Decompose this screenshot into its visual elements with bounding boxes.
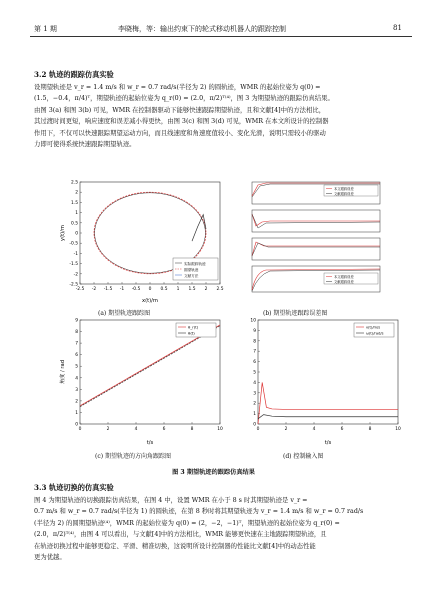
panel-c-ylabel: 角度 / rad bbox=[60, 359, 66, 385]
panel-d-caption: (d) 控制输入图 bbox=[283, 453, 324, 460]
panel-c-legend bbox=[176, 323, 216, 337]
y-tick-label: 1 bbox=[253, 412, 256, 418]
figure-3-caption: 图 3 期望轨迹的跟踪仿真结果 bbox=[172, 469, 255, 476]
y-tick-label: 5 bbox=[75, 364, 78, 370]
y-tick-label: -0.5 bbox=[69, 241, 78, 247]
panel-c-caption: (c) 期望轨迹的方向角跟踪图 bbox=[95, 453, 171, 460]
text-line: 在轨迹切换过程中能够更稳定、平滑、精准切换，这说明所设计控制器的性能比文献[4]中的动态性能 bbox=[34, 542, 316, 550]
page-number: 81 bbox=[393, 24, 402, 32]
panel-a-chart bbox=[58, 178, 228, 304]
y-tick-label: 2 bbox=[253, 401, 256, 407]
text-line: (1.5，−0.4，π/4)ᵀ，期望轨迹的起始位姿为 q_r(0) = (2.0，π/2)ᵀ⁽⁴⁾，图 3 为期望轨迹的跟踪仿真结果。 bbox=[34, 95, 334, 103]
y-tick-label: 2 bbox=[75, 190, 78, 196]
y-tick-label: 6 bbox=[253, 360, 256, 366]
y-tick-label: 0 bbox=[75, 422, 78, 428]
x-tick-label: -0.5 bbox=[131, 287, 141, 292]
legend-actual: 实际跟踪轨迹 bbox=[184, 262, 206, 266]
text-line: (半径为 2) 的圆期望轨迹⁽⁴⁾，WMR 的起始位姿为 q(0) = (2，−2，−1)ᵀ，期望轨迹的起始位姿为 q_r(0) = bbox=[34, 519, 340, 527]
panel-a-xticks bbox=[76, 282, 224, 292]
legend-b-top-2: 文献跟踪误差 bbox=[334, 192, 354, 196]
y-tick-label: 10 bbox=[250, 318, 256, 324]
legend-v: v(t)/m/s bbox=[366, 325, 381, 330]
legend-theta-r: θ_r(t) bbox=[188, 324, 199, 330]
panel-b-chart bbox=[236, 180, 386, 304]
series-actual-approach bbox=[192, 215, 206, 242]
panel-d-xticks bbox=[257, 422, 401, 432]
series-line-1 bbox=[258, 415, 398, 419]
panel-d-yticks bbox=[250, 318, 260, 428]
y-tick-label: 9 bbox=[253, 328, 256, 334]
panel-b-subplot-4 bbox=[252, 266, 380, 292]
y-tick-label: 0 bbox=[253, 422, 256, 428]
x-tick-label: -1 bbox=[119, 287, 125, 292]
y-tick-label: 3 bbox=[75, 387, 78, 393]
legend-desired: 期望轨迹 bbox=[184, 268, 199, 272]
panel-a-legend bbox=[173, 258, 218, 280]
x-tick-label: 10 bbox=[395, 427, 401, 432]
x-tick-label: 2 bbox=[106, 427, 110, 432]
y-tick-label: -2 bbox=[73, 272, 78, 278]
y-tick-label: 1 bbox=[75, 211, 78, 217]
text-line: (2.0，π/2)ᵀ⁽⁴⁾，由图 4 可以看出，与文献[4]中的方法相比，WMR 能够更快速在主地跟踪期望轨迹，且 bbox=[34, 531, 327, 539]
x-tick-label: -2.5 bbox=[75, 287, 85, 292]
x-tick-label: 8 bbox=[368, 427, 372, 432]
y-tick-label: 4 bbox=[253, 380, 256, 386]
text-line: 0.7 m/s 和 w_r = 0.7 rad/s(半径为 1) 的圆轨迹，在第 8 秒时将其期望轨迹为 v_r = 1.4 m/s 和 w_r = 0.7 rad/s bbox=[34, 508, 364, 516]
y-tick-label: 6 bbox=[75, 353, 78, 359]
series-line-1 bbox=[80, 326, 220, 407]
series-line-0 bbox=[258, 382, 398, 424]
legend-b-bottom-2: 文献跟踪误差 bbox=[334, 280, 354, 284]
panel-d-marks bbox=[258, 382, 398, 424]
x-tick-label: 0 bbox=[148, 287, 152, 292]
legend-reference: 文献方法 bbox=[184, 274, 199, 278]
panel-d-legend bbox=[354, 323, 394, 337]
x-tick-label: 2 bbox=[284, 427, 288, 432]
x-tick-label: 2 bbox=[204, 287, 208, 292]
x-tick-label: 4 bbox=[134, 427, 138, 432]
y-tick-label: -1.5 bbox=[69, 262, 78, 268]
y-tick-label: 5 bbox=[253, 370, 256, 376]
panel-a-ylabel: y(t)/m bbox=[60, 225, 66, 241]
text-line: 图 4 为期望轨迹的切换跟踪仿真结果，在图 4 中，设置 WMR 在小于 8 s 时其期望轨迹是 v_r = bbox=[34, 497, 308, 504]
x-tick-label: -2 bbox=[91, 287, 97, 292]
panel-c-marks bbox=[80, 325, 220, 407]
panel-b-subplot-3 bbox=[252, 238, 380, 260]
y-tick-label: 2.5 bbox=[71, 180, 78, 186]
x-tick-label: 2.5 bbox=[216, 287, 224, 292]
x-tick-label: 4 bbox=[312, 427, 316, 432]
panel-a-xlabel: x(t)/m bbox=[142, 298, 158, 304]
y-tick-label: 3 bbox=[253, 391, 256, 397]
panel-c-xlabel: t/s bbox=[146, 440, 154, 446]
panel-d-chart bbox=[236, 316, 406, 448]
y-tick-label: 4 bbox=[75, 376, 78, 382]
running-title: 李晓梅，等：输出约束下的轮式移动机器人的跟踪控制 bbox=[118, 25, 286, 33]
section-3-2-body bbox=[34, 82, 406, 150]
y-tick-label: 8 bbox=[253, 339, 256, 345]
text-line: 更为优越。 bbox=[34, 554, 66, 562]
section-3-2-title: 3.2 轨迹的跟踪仿真实验 bbox=[34, 70, 114, 79]
y-tick-label: 7 bbox=[253, 349, 256, 355]
legend-theta: θ(t) bbox=[188, 330, 195, 336]
text-line: 设期望轨迹是 v_r = 1.4 m/s 和 w_r = 0.7 rad/s(半径为 2) 的圆轨迹，WMR 的起始位姿为 q(0) = bbox=[34, 84, 321, 91]
y-tick-label: 0.5 bbox=[71, 221, 78, 227]
legend-b-bottom-1: 本文跟踪误差 bbox=[334, 275, 354, 279]
panel-b-caption: (b) 期望轨迹跟踪误差图 bbox=[263, 310, 328, 317]
section-3-3-body bbox=[34, 495, 406, 563]
x-tick-label: 1 bbox=[176, 287, 180, 292]
x-tick-label: 8 bbox=[190, 427, 194, 432]
x-tick-label: 0 bbox=[78, 427, 82, 432]
x-tick-label: 6 bbox=[340, 427, 344, 432]
x-tick-label: 0 bbox=[256, 427, 260, 432]
y-tick-label: 1 bbox=[75, 410, 78, 416]
y-tick-label: 1.5 bbox=[71, 200, 78, 206]
panel-a-caption: (a) 期望轨迹跟踪图 bbox=[98, 310, 151, 317]
panel-c-yticks bbox=[75, 318, 82, 428]
y-tick-label: 9 bbox=[75, 318, 78, 324]
x-tick-label: 1.5 bbox=[188, 287, 196, 292]
panel-d-xlabel: t/s bbox=[324, 440, 332, 446]
legend-omega: ω(t)/rad/s bbox=[366, 331, 384, 336]
panel-b-subplot-2 bbox=[252, 210, 380, 232]
y-tick-label: -2.5 bbox=[69, 282, 78, 288]
text-line: 其过渡时间更短，响应速度和误差减小得更快，由图 3(c) 和图 3(d) 可见，WMR 在本文所设计的控制器 bbox=[34, 118, 329, 126]
panel-c-chart bbox=[58, 316, 228, 448]
x-tick-label: -1.5 bbox=[103, 287, 113, 292]
header-rule bbox=[30, 36, 412, 37]
panel-b-subplot-1 bbox=[252, 182, 380, 204]
y-tick-label: 0 bbox=[75, 231, 78, 237]
y-tick-label: -1 bbox=[73, 251, 78, 257]
text-line: 力即可使得系统快速跟踪期望轨迹。 bbox=[34, 141, 136, 149]
section-3-3-title: 3.3 轨迹切换的仿真实验 bbox=[34, 483, 114, 492]
panel-c-xticks bbox=[79, 422, 223, 432]
legend-b-top-1: 本文跟踪误差 bbox=[334, 187, 354, 191]
text-line: 作用下，不仅可以快速跟踪期望运动方向，而且线速度和角速度值较小、变化光滑，说明只需较小的驱动 bbox=[34, 129, 326, 137]
y-tick-label: 2 bbox=[75, 399, 78, 405]
x-tick-label: 6 bbox=[162, 427, 166, 432]
x-tick-label: 0.5 bbox=[160, 287, 168, 292]
y-tick-label: 7 bbox=[75, 341, 78, 347]
y-tick-label: 8 bbox=[75, 330, 78, 336]
page-label: 第 1 期 bbox=[34, 25, 57, 33]
x-tick-label: 10 bbox=[217, 427, 223, 432]
text-line: 由图 3(a) 和图 3(b) 可见，WMR 在控制器驱动下能够快速跟踪期望轨迹，且和文献[4]中的方法相比， bbox=[34, 106, 326, 114]
